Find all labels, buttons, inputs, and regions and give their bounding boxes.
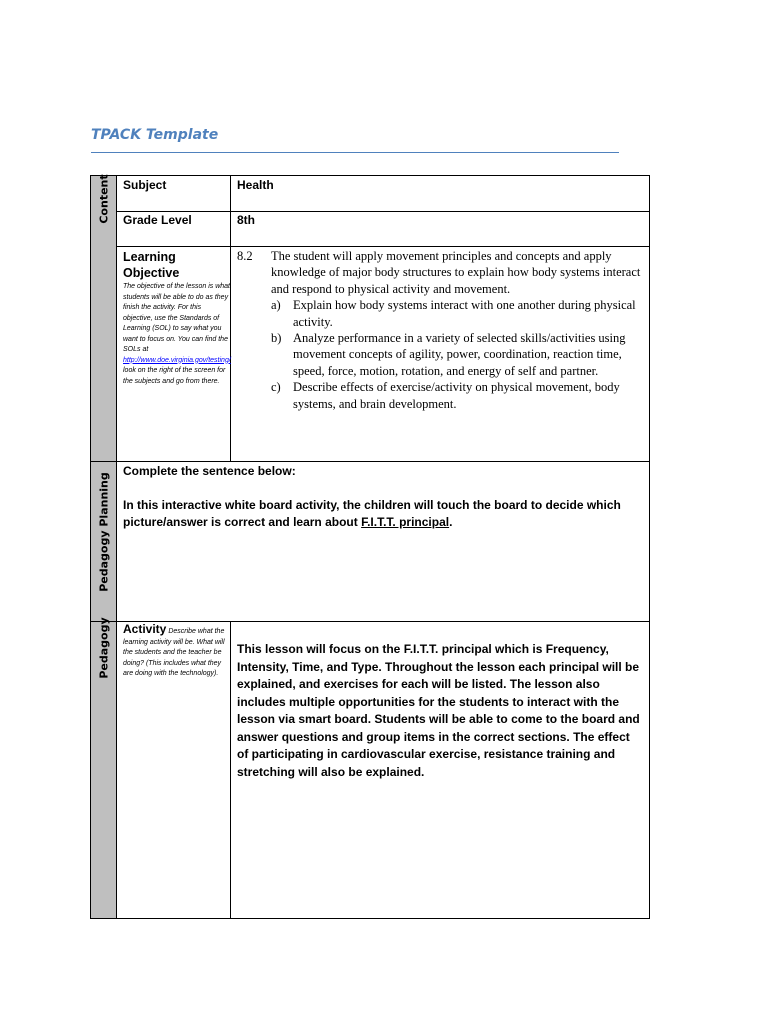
side-column-content (90, 175, 117, 462)
sol-link[interactable]: http://www.doe.virginia.gov/testing/ (123, 356, 231, 364)
activity-label-block (123, 624, 229, 680)
objective-label-line-2: Objective (123, 266, 180, 280)
grade-value: 8th (237, 213, 255, 227)
grade-label: Grade Level (123, 213, 192, 227)
sub-item-letter: c) (271, 380, 281, 395)
grade-value-cell (230, 211, 650, 247)
list-item (271, 330, 645, 379)
list-item (271, 297, 645, 330)
side-column-pedagogy-planning (90, 461, 117, 622)
page-title: TPACK Template (91, 127, 219, 143)
sub-item-letter: b) (271, 331, 282, 346)
list-item (271, 379, 645, 412)
objective-text-block (237, 248, 645, 412)
activity-label: Activity (123, 622, 167, 636)
sub-item-text: Describe effects of exercise/activity on physical movement, body systems, and brain development. (293, 380, 620, 411)
side-label-pedagogy-planning: Pedagogy Planning (97, 471, 110, 592)
side-column-pedagogy (90, 617, 117, 919)
title-divider (91, 152, 619, 153)
subject-value: Health (237, 178, 274, 192)
planning-sentence-link: F.I.T.T. principal (361, 515, 450, 529)
objective-note-text: The objective of the lesson is what students will be able to do as they finish the activity. For this objective, use the Standards of Learning (SOL) to say what you want to focus on. (123, 283, 231, 343)
objective-label (123, 249, 179, 281)
sub-item-text: Analyze performance in a variety of selected skills/activities using movement concepts of agility, power, coordination, reaction time, speed, force, motion, rotation, and energy of self and partner. (293, 331, 626, 378)
objective-note (123, 282, 231, 387)
sol-prefix: You can find the SOLs at (123, 335, 228, 353)
subject-label: Subject (123, 178, 167, 192)
sub-item-text: Explain how body systems interact with one another during physical activity. (293, 298, 636, 329)
objective-label-line-1: Learning (123, 250, 176, 264)
planning-cell (116, 461, 650, 622)
planning-sentence (123, 497, 643, 531)
side-label-content: Content (97, 173, 110, 224)
planning-sentence-start: In this interactive white board activity, the children will touch the board to decide which picture/answer is correct and learn about (123, 498, 621, 529)
planning-sentence-end: . (449, 515, 453, 529)
sub-item-letter: a) (271, 298, 281, 313)
subject-value-cell (230, 175, 650, 212)
sol-suffix: look on the right of the screen for the subjects and go from there. (123, 367, 226, 385)
planning-instruction: Complete the sentence below: (123, 464, 296, 478)
side-label-pedagogy: Pedagogy (97, 617, 110, 679)
objective-number: 8.2 (237, 249, 253, 263)
objective-text: The student will apply movement principles and concepts and apply knowledge of major body structures to explain how body systems interact and respond to physical activity and movement. (271, 249, 641, 296)
activity-note: Describe what the learning activity will be. What will the students and the teacher be doing? (This includes what they are doing with the technology). (123, 628, 225, 677)
activity-description: This lesson will focus on the F.I.T.T. principal which is Frequency, Intensity, Time, and Type. Throughout the lesson each principal will be explained, and exercises for each will be listed. The lesson also includes multiple opportunities for the students to interact with the lesson via smart board. Students will be able to come to the board and answer questions and group items in the correct sections. The effect of participating in cardiovascular exercise, resistance training and stretching will also be explained. (237, 642, 640, 779)
